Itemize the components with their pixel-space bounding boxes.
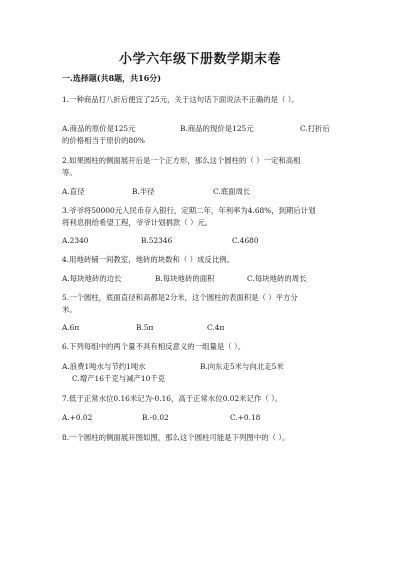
question-6-option-b: B.向东走5米与向北走5米 xyxy=(200,362,284,371)
question-2-option-b: B.半径 xyxy=(132,187,155,196)
page-title: 小学六年级下册数学期末卷 xyxy=(118,52,281,67)
question-6-option-c: C.增产16千克与减产10千克 xyxy=(72,374,166,383)
question-2-option-c: C.底面周长 xyxy=(213,187,251,196)
question-5-option-b: B.5π xyxy=(136,323,154,332)
question-3-text-line-2: 将利息捐给希望工程，爷爷计划捐款（ ）元。 xyxy=(62,218,213,227)
question-1-text: 1.一种商品打八折后便宜了25元，关于这句话下面说法不正确的是（ ）。 xyxy=(62,95,299,104)
question-6-option-a: A.浪费1吨水与节约1吨水 xyxy=(62,362,146,371)
question-2-text-line-2: 等。 xyxy=(62,168,77,177)
question-4-text: 4.用地砖铺一间教室，地砖的块数和（ ）成反比例。 xyxy=(62,255,234,264)
question-3-option-c: C.4680 xyxy=(232,236,259,245)
question-5-text-line-2: 米。 xyxy=(62,305,77,314)
section-heading: 一.选择题(共8题，共16分) xyxy=(62,73,162,83)
question-3-text-line-1: 3.爷爷将50000元人民币存入银行，定期二年，年利率为4.68%，到期后计划 xyxy=(62,206,316,215)
question-3-option-b: B.52346 xyxy=(141,236,173,245)
question-5-text-line-1: 5.一个圆柱，底面直径和高都是2分米，这个圆柱的表面积是（ ）平方分 xyxy=(62,293,298,302)
question-7-option-c: C.+0.18 xyxy=(230,413,261,422)
question-7-option-b: B.-0.02 xyxy=(142,413,169,422)
question-2-option-a: A.直径 xyxy=(62,187,85,196)
question-7-text: 7.低于正常水位0.16米记为-0.16，高于正常水位0.02米记作（ ）。 xyxy=(62,394,283,403)
question-5-option-a: A.6π xyxy=(62,323,80,332)
question-1-option-a: A.商品的原价是125元 xyxy=(62,124,136,133)
question-1-option-b: B.商品的现价是125元 xyxy=(180,124,254,133)
question-8-text: 8.一个圆柱的侧面展开图如图，那么这个圆柱可能是下列图中的（ ）。 xyxy=(62,433,290,442)
question-1-option-a-continued: 的价格相当于原价的80% xyxy=(62,136,145,145)
question-1-option-c: C.打折后 xyxy=(300,124,330,133)
question-4-option-c: C.每块地砖的周长 xyxy=(247,274,307,283)
question-3-option-a: A.2340 xyxy=(62,236,89,245)
question-5-option-c: C.4π xyxy=(207,323,225,332)
question-7-option-a: A.+0.02 xyxy=(62,413,93,422)
question-4-option-b: B.每块地砖的面积 xyxy=(155,274,215,283)
question-4-option-a: A.每块地砖的边长 xyxy=(62,274,122,283)
question-6-text: 6.下列每组中的两个量不具有相反意义的一组量是（ ）。 xyxy=(62,342,246,351)
question-2-text-line-1: 2.如果圆柱的侧面展开后是一个正方形，那么这个圆柱的（ ）一定和高相 xyxy=(62,156,301,165)
